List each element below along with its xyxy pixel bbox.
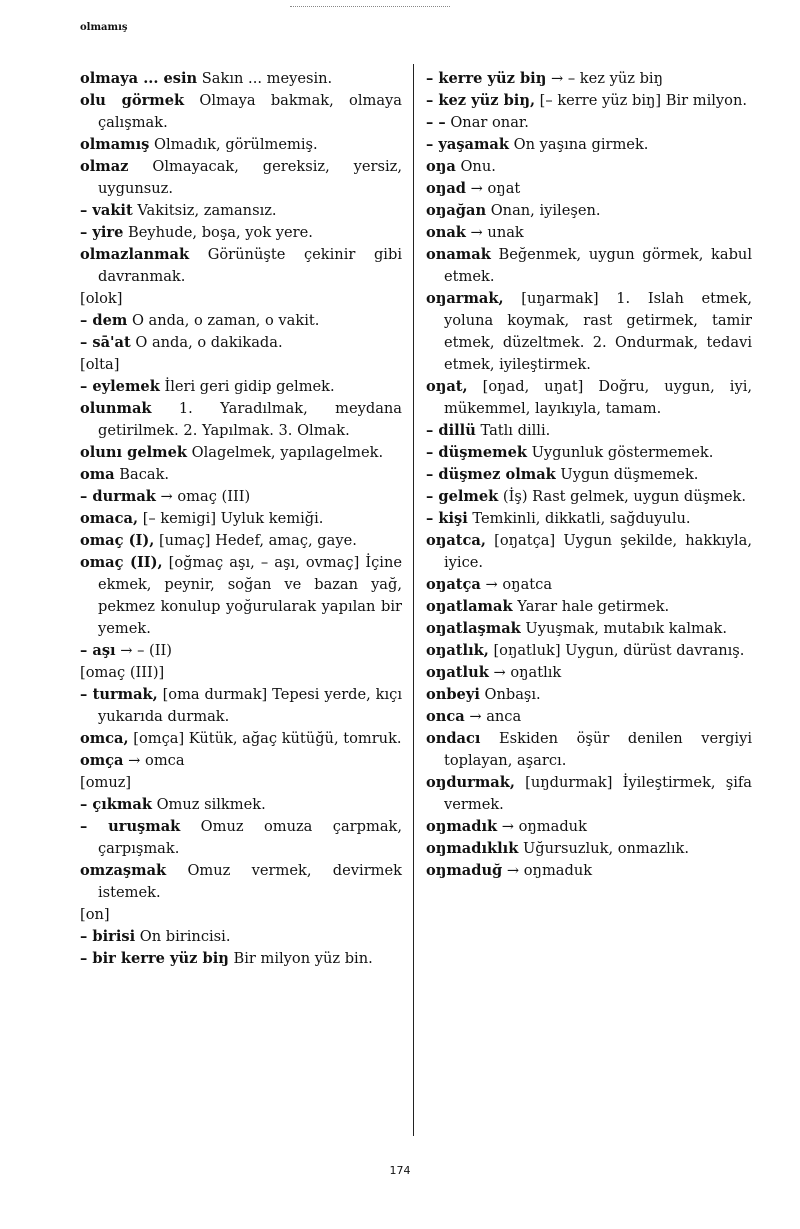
dictionary-entry	[426, 376, 752, 420]
entry-definition: [omaç (III)]	[80, 664, 165, 681]
dictionary-entry	[80, 486, 402, 508]
entry-headword: – sā'at	[80, 334, 131, 351]
entry-headword: oŋmadık	[426, 818, 498, 835]
entry-definition: Bir milyon yüz bin.	[228, 950, 373, 967]
entry-definition: Uyuşmak, mutabık kalmak.	[520, 620, 728, 637]
entry-definition: → anca	[464, 708, 522, 725]
entry-definition: → omca	[123, 752, 185, 769]
entry-definition: Görünüşte çekinir gibi davranmak.	[98, 246, 402, 285]
entry-definition: Onu.	[455, 158, 496, 175]
entry-headword: oŋa	[426, 158, 456, 175]
entry-definition: Uygunluk göstermemek.	[526, 444, 714, 461]
dictionary-entry	[426, 156, 752, 178]
dictionary-entry	[426, 112, 752, 134]
entry-definition: [oŋatluk] Uygun, dürüst davranış.	[488, 642, 745, 659]
entry-definition: Omuz silkmek.	[151, 796, 266, 813]
dictionary-entry	[426, 420, 752, 442]
entry-definition: → – (II)	[115, 642, 172, 659]
entry-headword: oma	[80, 466, 115, 483]
dictionary-entry	[80, 948, 402, 970]
entry-headword: oŋağan	[426, 202, 487, 219]
entry-headword: – düşmemek	[426, 444, 527, 461]
entry-definition: [oğmaç aşı, – aşı, ovmaç] İçine ekmek, peynir, soğan ve bazan yağ, pekmez konulup yoğurularak yapılan bir yemek.	[98, 554, 402, 637]
entry-headword: – dem	[80, 312, 128, 329]
dictionary-entry	[80, 244, 402, 288]
dictionary-entry	[426, 288, 752, 376]
entry-definition: [on]	[80, 906, 110, 923]
entry-definition: Temkinli, dikkatli, sağduyulu.	[467, 510, 691, 527]
entry-definition: [oŋad, uŋat] Doğru, uygun, iyi, mükemmel, layıkıyla, tamam.	[444, 378, 752, 417]
entry-definition: Olmadık, görülmemiş.	[149, 136, 318, 153]
entry-headword: onak	[426, 224, 466, 241]
dictionary-entry	[80, 552, 402, 640]
dictionary-entry	[80, 376, 402, 398]
entry-headword: olmazlanmak	[80, 246, 190, 263]
entry-definition: [oŋatça] Uygun şekilde, hakkıyla, iyice.	[444, 532, 752, 571]
entry-headword: – durmak	[80, 488, 156, 505]
entry-definition: Uygun düşmemek.	[555, 466, 699, 483]
dictionary-entry	[426, 838, 752, 860]
dictionary-entry	[426, 684, 752, 706]
dictionary-entry	[80, 508, 402, 530]
dictionary-entry	[426, 706, 752, 728]
scan-artifact-line	[290, 6, 450, 7]
page-number: 174	[389, 1164, 411, 1177]
dictionary-entry	[426, 442, 752, 464]
entry-definition: [– kemigi] Uyluk kemiği.	[138, 510, 324, 527]
entry-definition: [– kerre yüz biŋ] Bir milyon.	[535, 92, 747, 109]
dictionary-entry	[80, 926, 402, 948]
dictionary-entry	[80, 728, 402, 750]
entry-headword: oŋarmak,	[426, 290, 504, 307]
dictionary-entry	[80, 816, 402, 860]
dictionary-entry	[80, 794, 402, 816]
entry-headword: – yaşamak	[426, 136, 509, 153]
entry-headword: olunı gelmek	[80, 444, 187, 461]
entry-definition: Onar onar.	[445, 114, 529, 131]
entry-headword: olu görmek	[80, 92, 185, 109]
dictionary-entry	[426, 508, 752, 530]
entry-definition: Yarar hale getirmek.	[512, 598, 670, 615]
dictionary-entry	[426, 464, 752, 486]
dictionary-entry	[80, 530, 402, 552]
dictionary-entry	[80, 662, 402, 684]
dictionary-entry	[80, 860, 402, 904]
column-divider	[413, 64, 414, 1136]
entry-headword: – aşı	[80, 642, 116, 659]
dictionary-entry	[80, 156, 402, 200]
entry-definition: [umaç] Hedef, amaç, gaye.	[154, 532, 357, 549]
entry-headword: onca	[426, 708, 465, 725]
entry-headword: – yire	[80, 224, 124, 241]
entry-definition: Olmaya bakmak, olmaya çalışmak.	[98, 92, 402, 131]
entry-definition: → unak	[465, 224, 524, 241]
entry-definition: Olmayacak, gereksiz, yersiz, uygunsuz.	[98, 158, 402, 197]
entry-definition: 1. Yaradılmak, meydana getirilmek. 2. Yapılmak. 3. Olmak.	[98, 400, 402, 439]
entry-definition: Onbaşı.	[479, 686, 541, 703]
entry-definition: Uğursuzluk, onmazlık.	[518, 840, 689, 857]
dictionary-entry	[426, 772, 752, 816]
dictionary-entry	[426, 178, 752, 200]
entry-definition: Vakitsiz, zamansız.	[132, 202, 277, 219]
entry-definition: (İş) Rast gelmek, uygun düşmek.	[498, 488, 747, 505]
dictionary-entry	[80, 640, 402, 662]
entry-headword: omaç (II),	[80, 554, 163, 571]
dictionary-entry	[80, 134, 402, 156]
dictionary-entry	[80, 288, 402, 310]
entry-definition: → – kez yüz biŋ	[546, 70, 663, 87]
dictionary-entry	[426, 68, 752, 90]
entry-headword: – turmak,	[80, 686, 158, 703]
dictionary-entry	[426, 728, 752, 772]
entry-headword: omça	[80, 752, 124, 769]
entry-headword: – dillü	[426, 422, 476, 439]
dictionary-entry	[426, 860, 752, 882]
entry-definition: → oŋmaduk	[497, 818, 587, 835]
entry-definition: Beğenmek, uygun görmek, kabul etmek.	[444, 246, 752, 285]
dictionary-entry	[426, 574, 752, 596]
dictionary-entry	[426, 640, 752, 662]
dictionary-entry	[80, 332, 402, 354]
entry-headword: omzaşmak	[80, 862, 167, 879]
entry-definition: Onan, iyileşen.	[486, 202, 601, 219]
entry-definition: O anda, o dakikada.	[130, 334, 283, 351]
dictionary-entry	[426, 530, 752, 574]
dictionary-entry	[80, 442, 402, 464]
entry-headword: oŋad	[426, 180, 467, 197]
entry-headword: olmaz	[80, 158, 129, 175]
dictionary-entry	[80, 68, 402, 90]
right-column	[426, 68, 752, 882]
entry-definition: [olta]	[80, 356, 120, 373]
dictionary-entry	[426, 618, 752, 640]
entry-definition: [uŋdurmak] İyileştirmek, şifa vermek.	[444, 774, 752, 813]
entry-headword: – vakit	[80, 202, 133, 219]
dictionary-entry	[80, 398, 402, 442]
entry-headword: – kerre yüz biŋ	[426, 70, 547, 87]
dictionary-entry	[426, 200, 752, 222]
dictionary-entry	[80, 90, 402, 134]
entry-definition: Beyhude, boşa, yok yere.	[123, 224, 313, 241]
entry-definition: O anda, o zaman, o vakit.	[127, 312, 320, 329]
entry-headword: olmamış	[80, 136, 150, 153]
entry-headword: olmaya ... esin	[80, 70, 198, 87]
entry-definition: → oŋatlık	[488, 664, 562, 681]
entry-definition: İleri geri gidip gelmek.	[159, 378, 335, 395]
entry-headword: oŋatlaşmak	[426, 620, 521, 637]
entry-definition: Olagelmek, yapılagelmek.	[187, 444, 384, 461]
entry-headword: – kez yüz biŋ,	[426, 92, 536, 109]
dictionary-entry	[80, 310, 402, 332]
entry-headword: oŋmaduğ	[426, 862, 503, 879]
entry-definition: Tatlı dilli.	[475, 422, 551, 439]
entry-headword: – bir kerre yüz biŋ	[80, 950, 229, 967]
dictionary-entry	[426, 134, 752, 156]
entry-headword: oŋatca,	[426, 532, 486, 549]
entry-headword: oŋatluk	[426, 664, 489, 681]
entry-headword: oŋat,	[426, 378, 468, 395]
entry-headword: omaç (I),	[80, 532, 155, 549]
entry-headword: oŋdurmak,	[426, 774, 515, 791]
entry-headword: olunmak	[80, 400, 152, 417]
entry-definition: Omuz omuza çarpmak, çarpışmak.	[98, 818, 403, 857]
entry-headword: – kişi	[426, 510, 468, 527]
entry-headword: omaca,	[80, 510, 139, 527]
entry-headword: – birisi	[80, 928, 136, 945]
entry-definition: [omça] Kütük, ağaç kütüğü, tomruk.	[128, 730, 402, 747]
dictionary-entry	[80, 222, 402, 244]
entry-definition: Bacak.	[114, 466, 170, 483]
dictionary-entry	[426, 596, 752, 618]
left-column	[80, 68, 402, 970]
entry-headword: – gelmek	[426, 488, 499, 505]
dictionary-entry	[80, 464, 402, 486]
dictionary-entry	[80, 200, 402, 222]
entry-definition: Omuz vermek, devirmek istemek.	[98, 862, 402, 901]
dictionary-entry	[426, 90, 752, 112]
entry-headword: oŋatlık,	[426, 642, 489, 659]
dictionary-entry	[80, 772, 402, 794]
dictionary-entry	[80, 354, 402, 376]
dictionary-entry	[426, 222, 752, 244]
entry-headword: – eylemek	[80, 378, 160, 395]
entry-headword: – –	[426, 114, 446, 131]
dictionary-entry	[426, 486, 752, 508]
entry-headword: – çıkmak	[80, 796, 152, 813]
dictionary-entry	[80, 750, 402, 772]
entry-definition: [olok]	[80, 290, 123, 307]
entry-definition: On birincisi.	[135, 928, 231, 945]
entry-headword: – uruşmak	[80, 818, 181, 835]
entry-definition: Sakın ... meyesin.	[197, 70, 333, 87]
entry-headword: omca,	[80, 730, 129, 747]
entry-definition: → oŋat	[466, 180, 521, 197]
entry-definition: → omaç (III)	[155, 488, 251, 505]
entry-headword: onbeyi	[426, 686, 480, 703]
entry-headword: oŋatça	[426, 576, 481, 593]
entry-headword: – düşmez olmak	[426, 466, 556, 483]
dictionary-entry	[80, 684, 402, 728]
entry-headword: onamak	[426, 246, 491, 263]
entry-definition: On yaşına girmek.	[509, 136, 649, 153]
dictionary-entry	[426, 662, 752, 684]
entry-definition: [omuz]	[80, 774, 132, 791]
entry-definition: [oma durmak] Tepesi yerde, kıçı yukarıda durmak.	[98, 686, 402, 725]
entry-definition: → oŋmaduk	[502, 862, 593, 879]
entry-headword: oŋatlamak	[426, 598, 513, 615]
entry-definition: [uŋarmak] 1. Islah etmek, yoluna koymak, rast getirmek, tamir etmek, düzeltmek. 2. Ondurmak, tedavi etmek, iyileştirmek.	[444, 290, 752, 373]
dictionary-entry	[426, 244, 752, 288]
entry-headword: oŋmadıklık	[426, 840, 519, 857]
entry-definition: Eskiden öşür denilen vergiyi toplayan, aşarcı.	[444, 730, 752, 769]
entry-definition: → oŋatca	[480, 576, 553, 593]
running-head: olmamış	[80, 22, 128, 33]
dictionary-entry	[426, 816, 752, 838]
dictionary-entry	[80, 904, 402, 926]
entry-headword: ondacı	[426, 730, 481, 747]
